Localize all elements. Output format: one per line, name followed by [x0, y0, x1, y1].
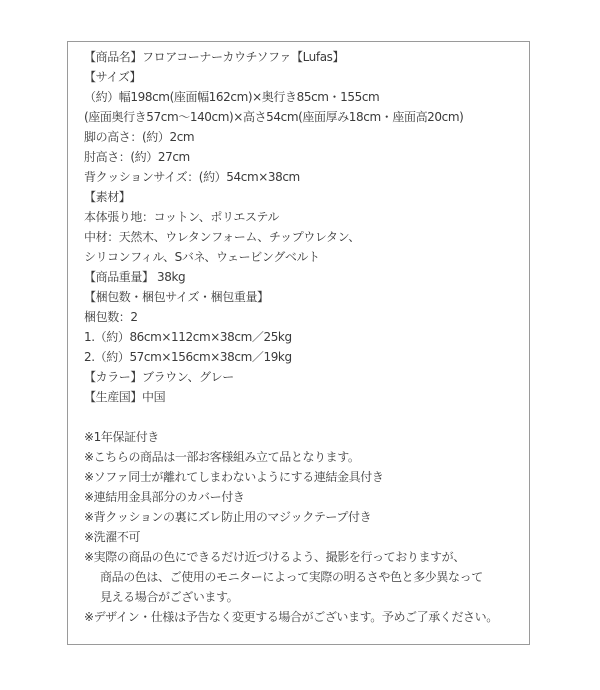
- spec-lines: [84, 47, 525, 627]
- filling-line-2: シリコンフィル、Sバネ、ウェービングベルト: [84, 250, 320, 264]
- back-cushion-size-line: 背クッションサイズ：(約）54cm×38cm: [84, 170, 300, 184]
- section-spacer: [84, 407, 525, 427]
- note-assembly: ※こちらの商品は一部お客様組み立て品となります。: [84, 450, 360, 464]
- note-connector: ※ソファ同士が離れてしまわないようにする連結金具付き: [84, 470, 384, 484]
- note-design-change: ※デザイン・仕様は予告なく変更する場合がございます。予めご了承ください。: [84, 610, 498, 624]
- note-color-1: ※実際の商品の色にできるだけ近づけるよう、撮影を行っておりますが、: [84, 550, 465, 564]
- note-no-wash: ※洗濯不可: [84, 530, 141, 544]
- size-width-line: （約）幅198cm(座面幅162cm)×奥行き85cm・155cm: [84, 90, 380, 104]
- package-1-line: 1.（約）86cm×112cm×38cm／25kg: [84, 330, 292, 344]
- package-2-line: 2.（約）57cm×156cm×38cm／19kg: [84, 350, 292, 364]
- note-connector-cover: ※連結用金具部分のカバー付き: [84, 490, 245, 504]
- upholstery-line: 本体張り地：コットン、ポリエステル: [84, 210, 279, 224]
- size-depth-line: (座面奥行き57cm〜140cm)×高さ54cm(座面厚み18cm・座面高20cm): [84, 110, 464, 124]
- armrest-height-line: 肘高さ：(約）27cm: [84, 150, 190, 164]
- leg-height-line: 脚の高さ：(約）2cm: [84, 130, 195, 144]
- note-warranty: ※1年保証付き: [84, 430, 159, 444]
- size-heading: 【サイズ】: [84, 70, 142, 84]
- color-line: 【カラー】ブラウン、グレー: [84, 370, 234, 384]
- note-color-3: 見える場合がございます。: [100, 590, 239, 604]
- package-count-line: 梱包数：2: [84, 310, 138, 324]
- material-heading: 【素材】: [84, 190, 131, 204]
- product-name-line: 【商品名】フロアコーナーカウチソファ【Lufas】: [84, 50, 345, 64]
- note-color-2: 商品の色は、ご使用のモニターによって実際の明るさや色と多少異なって: [100, 570, 483, 584]
- packaging-heading: 【梱包数・梱包サイズ・梱包重量】: [84, 290, 269, 304]
- product-spec-box: [67, 41, 530, 645]
- filling-line-1: 中材：天然木、ウレタンフォーム、チップウレタン、: [84, 230, 360, 244]
- weight-line: 【商品重量】 38kg: [84, 270, 186, 284]
- origin-line: 【生産国】中国: [84, 390, 166, 404]
- note-velcro: ※背クッションの裏にズレ防止用のマジックテープ付き: [84, 510, 372, 524]
